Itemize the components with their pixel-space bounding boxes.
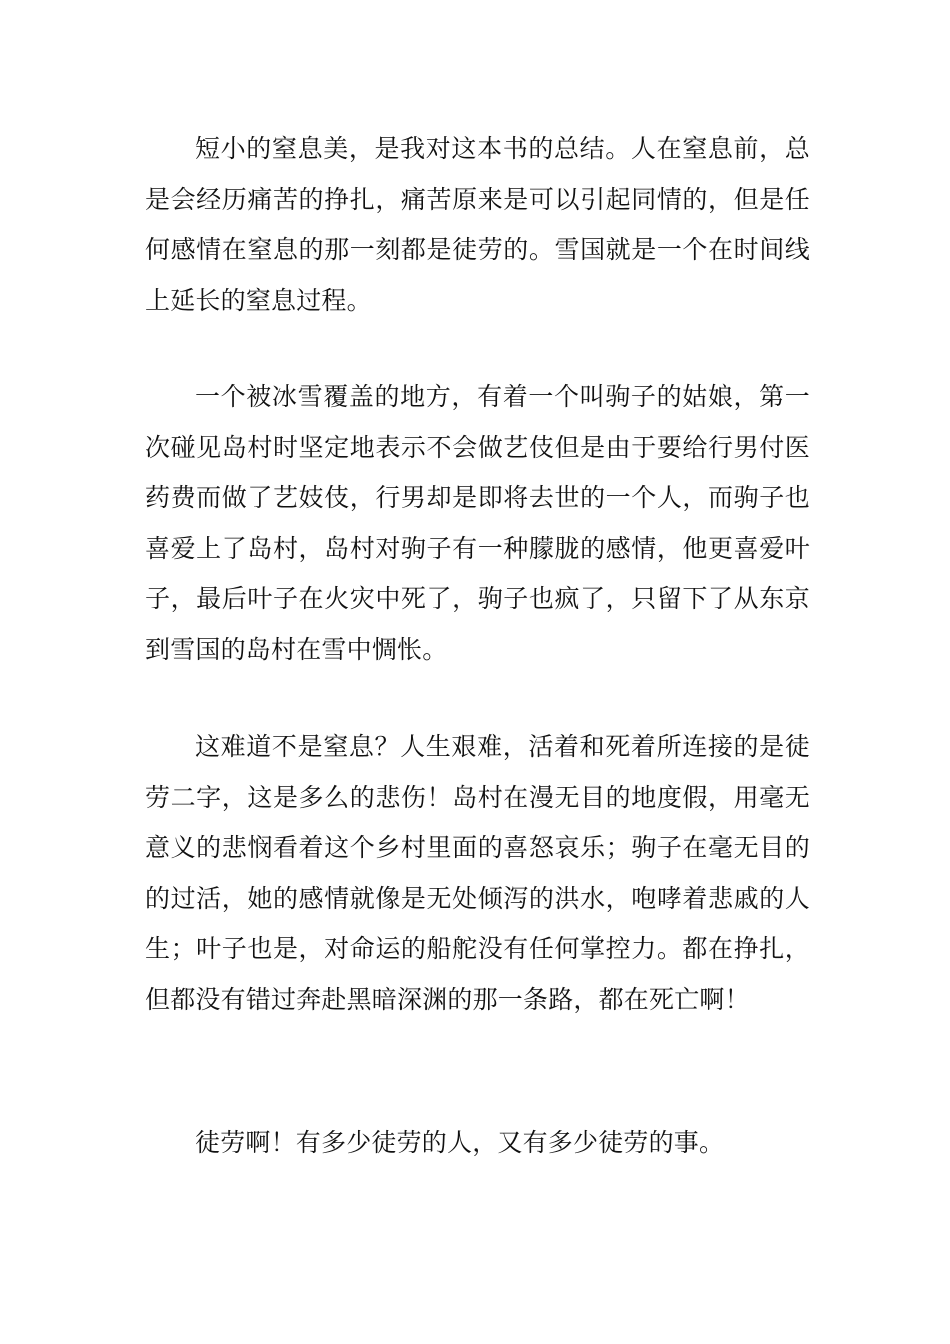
paragraph-4: 徒劳啊！有多少徒劳的人，又有多少徒劳的事。 [195,1128,725,1157]
paragraph-1: 短小的窒息美，是我对这本书的总结。人在窒息前，总是会经历痛苦的挣扎，痛苦原来是可以引起同情的，但是任何感情在窒息的那一刻都是徒劳的。雪国就是一个在时间线上延长的窒息过程。 [145,134,810,315]
paragraph-2: 一个被冰雪覆盖的地方，有着一个叫驹子的姑娘，第一次碰见岛村时坚定地表示不会做艺伎但是由于要给行男付医药费而做了艺妓伎，行男却是即将去世的一个人，而驹子也喜爱上了岛村，岛村对驹子有一种朦胧的感情，他更喜爱叶子，最后叶子在火灾中死了，驹子也疯了，只留下了从东京到雪国的岛村在雪中惆怅。 [145,382,810,664]
paragraph-3: 这难道不是窒息？人生艰难，活着和死着所连接的是徒劳二字，这是多么的悲伤！岛村在漫无目的地度假，用毫无意义的悲悯看着这个乡村里面的喜怒哀乐；驹子在毫无目的的过活，她的感情就像是无处倾泻的洪水，咆哮着悲戚的人生；叶子也是，对命运的船舵没有任何掌控力。都在挣扎，但都没有错过奔赴黑暗深渊的那一条路，都在死亡啊！ [145,732,810,1014]
